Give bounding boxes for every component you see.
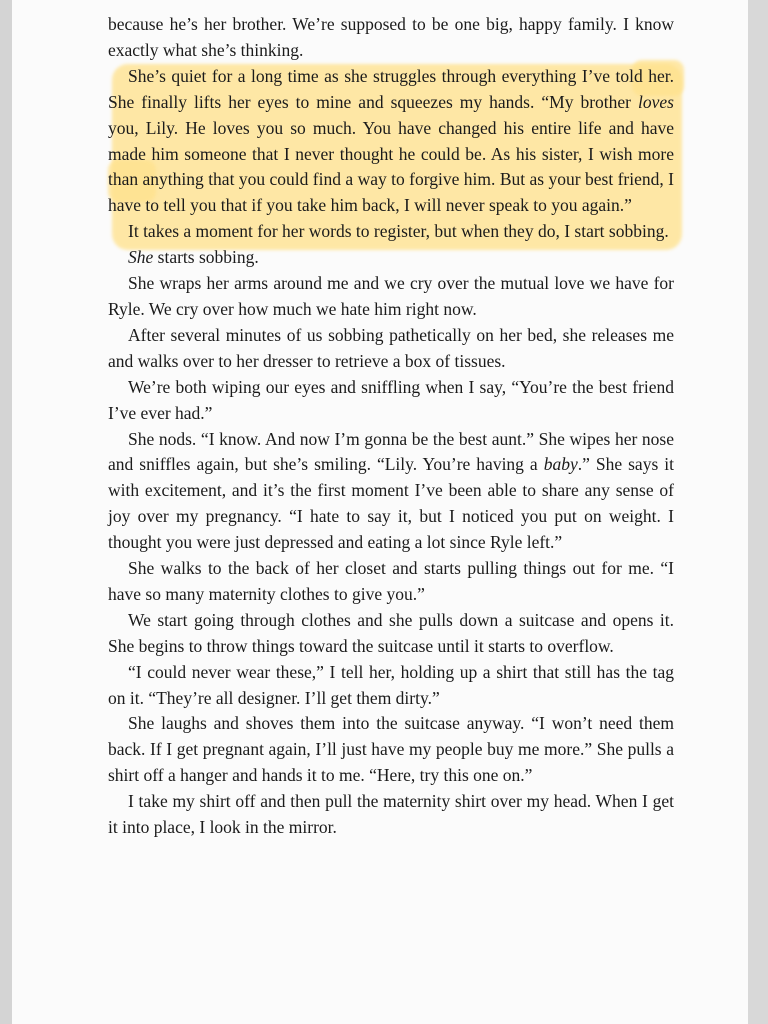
paragraph: It takes a moment for her words to register, but when they do, I start sobbing. bbox=[128, 221, 669, 242]
paragraph: She laughs and shoves them into the suitcase anyway. “I won’t need them back. If I get pregnant again, I’ll just have my people buy me more.” She pulls a shirt off a hanger and hands it to me. “Here, try this one on.” bbox=[108, 713, 674, 786]
body-text bbox=[108, 12, 674, 841]
left-gutter bbox=[0, 0, 12, 1024]
paragraph: She starts sobbing. bbox=[128, 247, 259, 268]
paragraph: After several minutes of us sobbing pathetically on her bed, she releases me and walks over to her dresser to retrieve a box of tissues. bbox=[108, 324, 674, 371]
paragraph: We start going through clothes and she pulls down a suitcase and opens it. She begins to throw things toward the suitcase until it starts to overflow. bbox=[108, 609, 674, 656]
paragraph: She wraps her arms around me and we cry over the mutual love we have for Ryle. We cry over how much we hate him right now. bbox=[108, 273, 674, 319]
highlighted-paragraph: She’s quiet for a long time as she struggles through everything I’ve told her. She finally lifts her eyes to mine and squeezes my hands. “My brother loves you, Lily. He loves you so much. You have changed his entire life and have made him someone that I never thought he could be. As his sister, I wish more than anything that you could find a way to forgive him. But as your best friend, I have to tell you that if you take him back, I will never speak to you again.” bbox=[108, 65, 674, 216]
paragraph: I take my shirt off and then pull the maternity shirt over my head. When I get it into place, I look in the mirror. bbox=[108, 791, 674, 838]
book-page[interactable] bbox=[12, 0, 748, 1024]
paragraph: She walks to the back of her closet and starts pulling things out for me. “I have so many maternity clothes to give you.” bbox=[108, 558, 674, 604]
paragraph: We’re both wiping our eyes and sniffling when I say, “You’re the best friend I’ve ever had.” bbox=[108, 376, 674, 423]
paragraph: She nods. “I know. And now I’m gonna be the best aunt.” She wipes her nose and sniffles again, but she’s smiling. “Lily. You’re having a baby.” She says it with excitement, and it’s the first moment I’ve been able to share any sense of joy over my pregnancy. “I hate to say it, but I noticed you put on weight. I thought you were just depressed and eating a lot since Ryle left.” bbox=[108, 428, 674, 553]
paragraph: “I could never wear these,” I tell her, holding up a shirt that still has the tag on it. “They’re all designer. I’ll get them dirty.” bbox=[108, 661, 674, 708]
right-gutter bbox=[748, 0, 768, 1024]
paragraph: because he’s her brother. We’re supposed to be one big, happy family. I know exactly what she’s thinking. bbox=[108, 14, 674, 60]
